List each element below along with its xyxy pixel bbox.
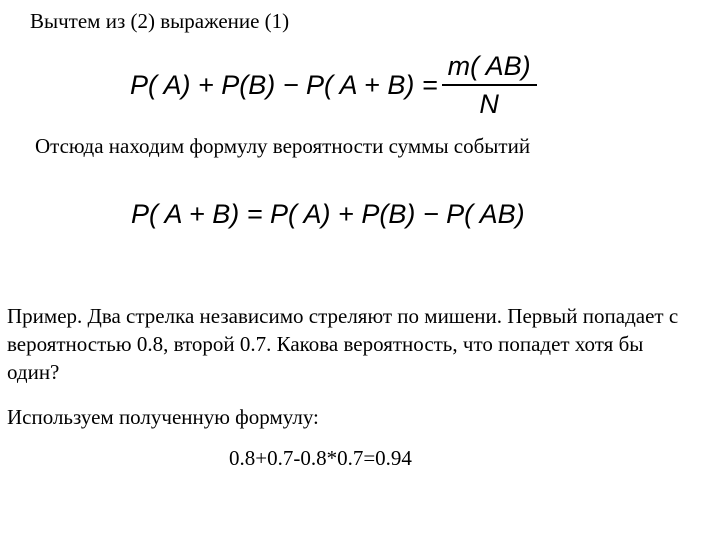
difference-formula bbox=[130, 52, 537, 118]
calculation-text: 0.8+0.7-0.8*0.7=0.94 bbox=[229, 446, 412, 470]
formula1-fraction bbox=[442, 50, 537, 120]
intro-text: Вычтем из (2) выражение (1) bbox=[30, 9, 290, 33]
formula1-lhs: P( A) + P(B) − P( A + B) = bbox=[130, 70, 438, 100]
sum-probability-formula bbox=[131, 198, 525, 230]
derive-text: Отсюда находим формулу вероятности суммы событий bbox=[35, 134, 531, 158]
example-paragraph: Пример. Два стрелка независимо стреляют по мишени. Первый попадает с вероятностью 0.8, второй 0.7. Какова вероятность, что попадет хотя бы один? bbox=[7, 304, 679, 384]
formula2-expression: P( A + B) = P( A) + P(B) − P( AB) bbox=[131, 199, 525, 229]
formula1-denominator: N bbox=[479, 89, 499, 119]
use-formula-text: Используем полученную формулу: bbox=[7, 405, 319, 429]
formula1-numerator: m( AB) bbox=[447, 51, 531, 81]
